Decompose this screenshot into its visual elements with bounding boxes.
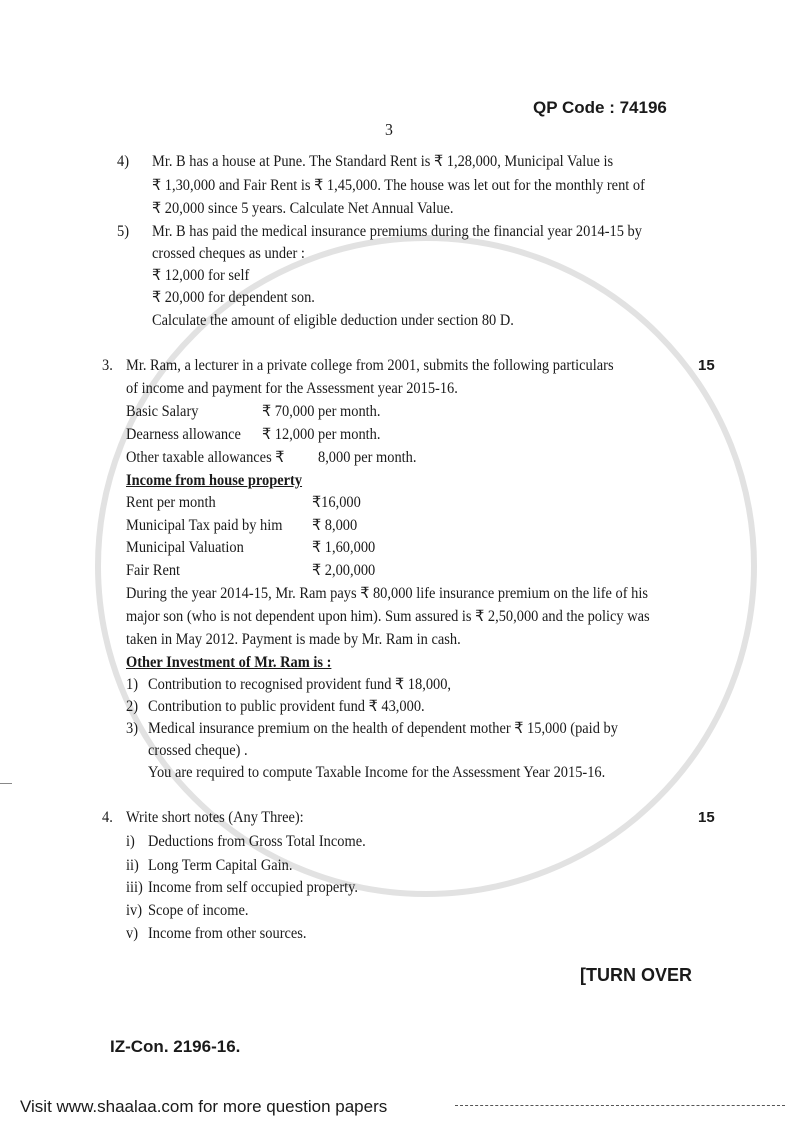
item-number: iv) (126, 902, 143, 919)
house-label: Fair Rent (126, 562, 181, 579)
turn-over: [TURN OVER (580, 965, 692, 985)
part-number: 4) (117, 153, 130, 170)
house-value: ₹ 2,00,000 (312, 562, 376, 579)
house-value: ₹16,000 (312, 494, 361, 511)
salary-label: Dearness allowance (126, 426, 241, 443)
text-line: crossed cheques as under : (152, 245, 305, 262)
section-heading: Income from house property (126, 472, 303, 489)
text-line: ₹ 20,000 for dependent son. (152, 289, 315, 306)
text-line: ₹ 12,000 for self (152, 267, 250, 284)
page-number: 3 (385, 120, 393, 139)
house-label: Rent per month (126, 494, 216, 511)
text-line: Calculate the amount of eligible deduction under section 80 D. (152, 312, 514, 329)
house-label: Municipal Valuation (126, 539, 244, 556)
text-line: of income and payment for the Assessment year 2015-16. (126, 380, 458, 397)
item-text: Long Term Capital Gain. (148, 857, 293, 874)
part-number: 5) (117, 223, 130, 240)
item-text: Contribution to recognised provident fund ₹ 18,000, (148, 676, 452, 693)
item-number: 1) (126, 676, 139, 693)
item-text: Income from other sources. (148, 925, 307, 942)
salary-value: ₹ 12,000 per month. (262, 426, 381, 443)
text-line: ₹ 1,30,000 and Fair Rent is ₹ 1,45,000. The house was let out for the monthly rent of (152, 177, 645, 194)
marks: 15 (698, 357, 715, 374)
item-number: iii) (126, 879, 143, 896)
text-line: You are required to compute Taxable Income for the Assessment Year 2015-16. (148, 764, 606, 781)
salary-value: 8,000 per month. (318, 449, 417, 466)
item-number: i) (126, 833, 135, 850)
item-text: Income from self occupied property. (148, 879, 359, 896)
section-heading: Other Investment of Mr. Ram is : (126, 654, 332, 671)
footer-rule (455, 1105, 785, 1106)
text-line: Write short notes (Any Three): (126, 809, 304, 826)
text-line: Mr. Ram, a lecturer in a private college from 2001, submits the following particulars (126, 357, 614, 374)
item-text: Scope of income. (148, 902, 249, 919)
item-text: Contribution to public provident fund ₹ 43,000. (148, 698, 425, 715)
marks: 15 (698, 809, 715, 826)
question-number: 3. (102, 357, 113, 374)
paper-code: IZ-Con. 2196-16. (110, 1037, 241, 1056)
salary-label: Basic Salary (126, 403, 199, 420)
scan-edge-mark (0, 783, 12, 784)
qp-code: QP Code : 74196 (533, 98, 667, 117)
text-line: Mr. B has a house at Pune. The Standard Rent is ₹ 1,28,000, Municipal Value is (152, 153, 614, 170)
item-text: crossed cheque) . (148, 742, 248, 759)
house-value: ₹ 8,000 (312, 517, 358, 534)
question-number: 4. (102, 809, 113, 826)
item-text: Medical insurance premium on the health of dependent mother ₹ 15,000 (paid by (148, 720, 618, 737)
text-line: taken in May 2012. Payment is made by Mr. Ram in cash. (126, 631, 461, 648)
item-number: v) (126, 925, 139, 942)
house-label: Municipal Tax paid by him (126, 517, 283, 534)
text-line: ₹ 20,000 since 5 years. Calculate Net Annual Value. (152, 200, 454, 217)
salary-label: Other taxable allowances ₹ (126, 449, 285, 466)
item-text: Deductions from Gross Total Income. (148, 833, 366, 850)
item-number: 2) (126, 698, 139, 715)
item-number: 3) (126, 720, 139, 737)
footer-link[interactable]: Visit www.shaalaa.com for more question papers (20, 1097, 388, 1116)
watermark-circle (95, 235, 757, 897)
house-value: ₹ 1,60,000 (312, 539, 376, 556)
item-number: ii) (126, 857, 139, 874)
text-line: Mr. B has paid the medical insurance premiums during the financial year 2014-15 by (152, 223, 642, 240)
text-line: major son (who is not dependent upon him). Sum assured is ₹ 2,50,000 and the policy was (126, 608, 650, 625)
salary-value: ₹ 70,000 per month. (262, 403, 381, 420)
text-line: During the year 2014-15, Mr. Ram pays ₹ 80,000 life insurance premium on the life of his (126, 585, 649, 602)
